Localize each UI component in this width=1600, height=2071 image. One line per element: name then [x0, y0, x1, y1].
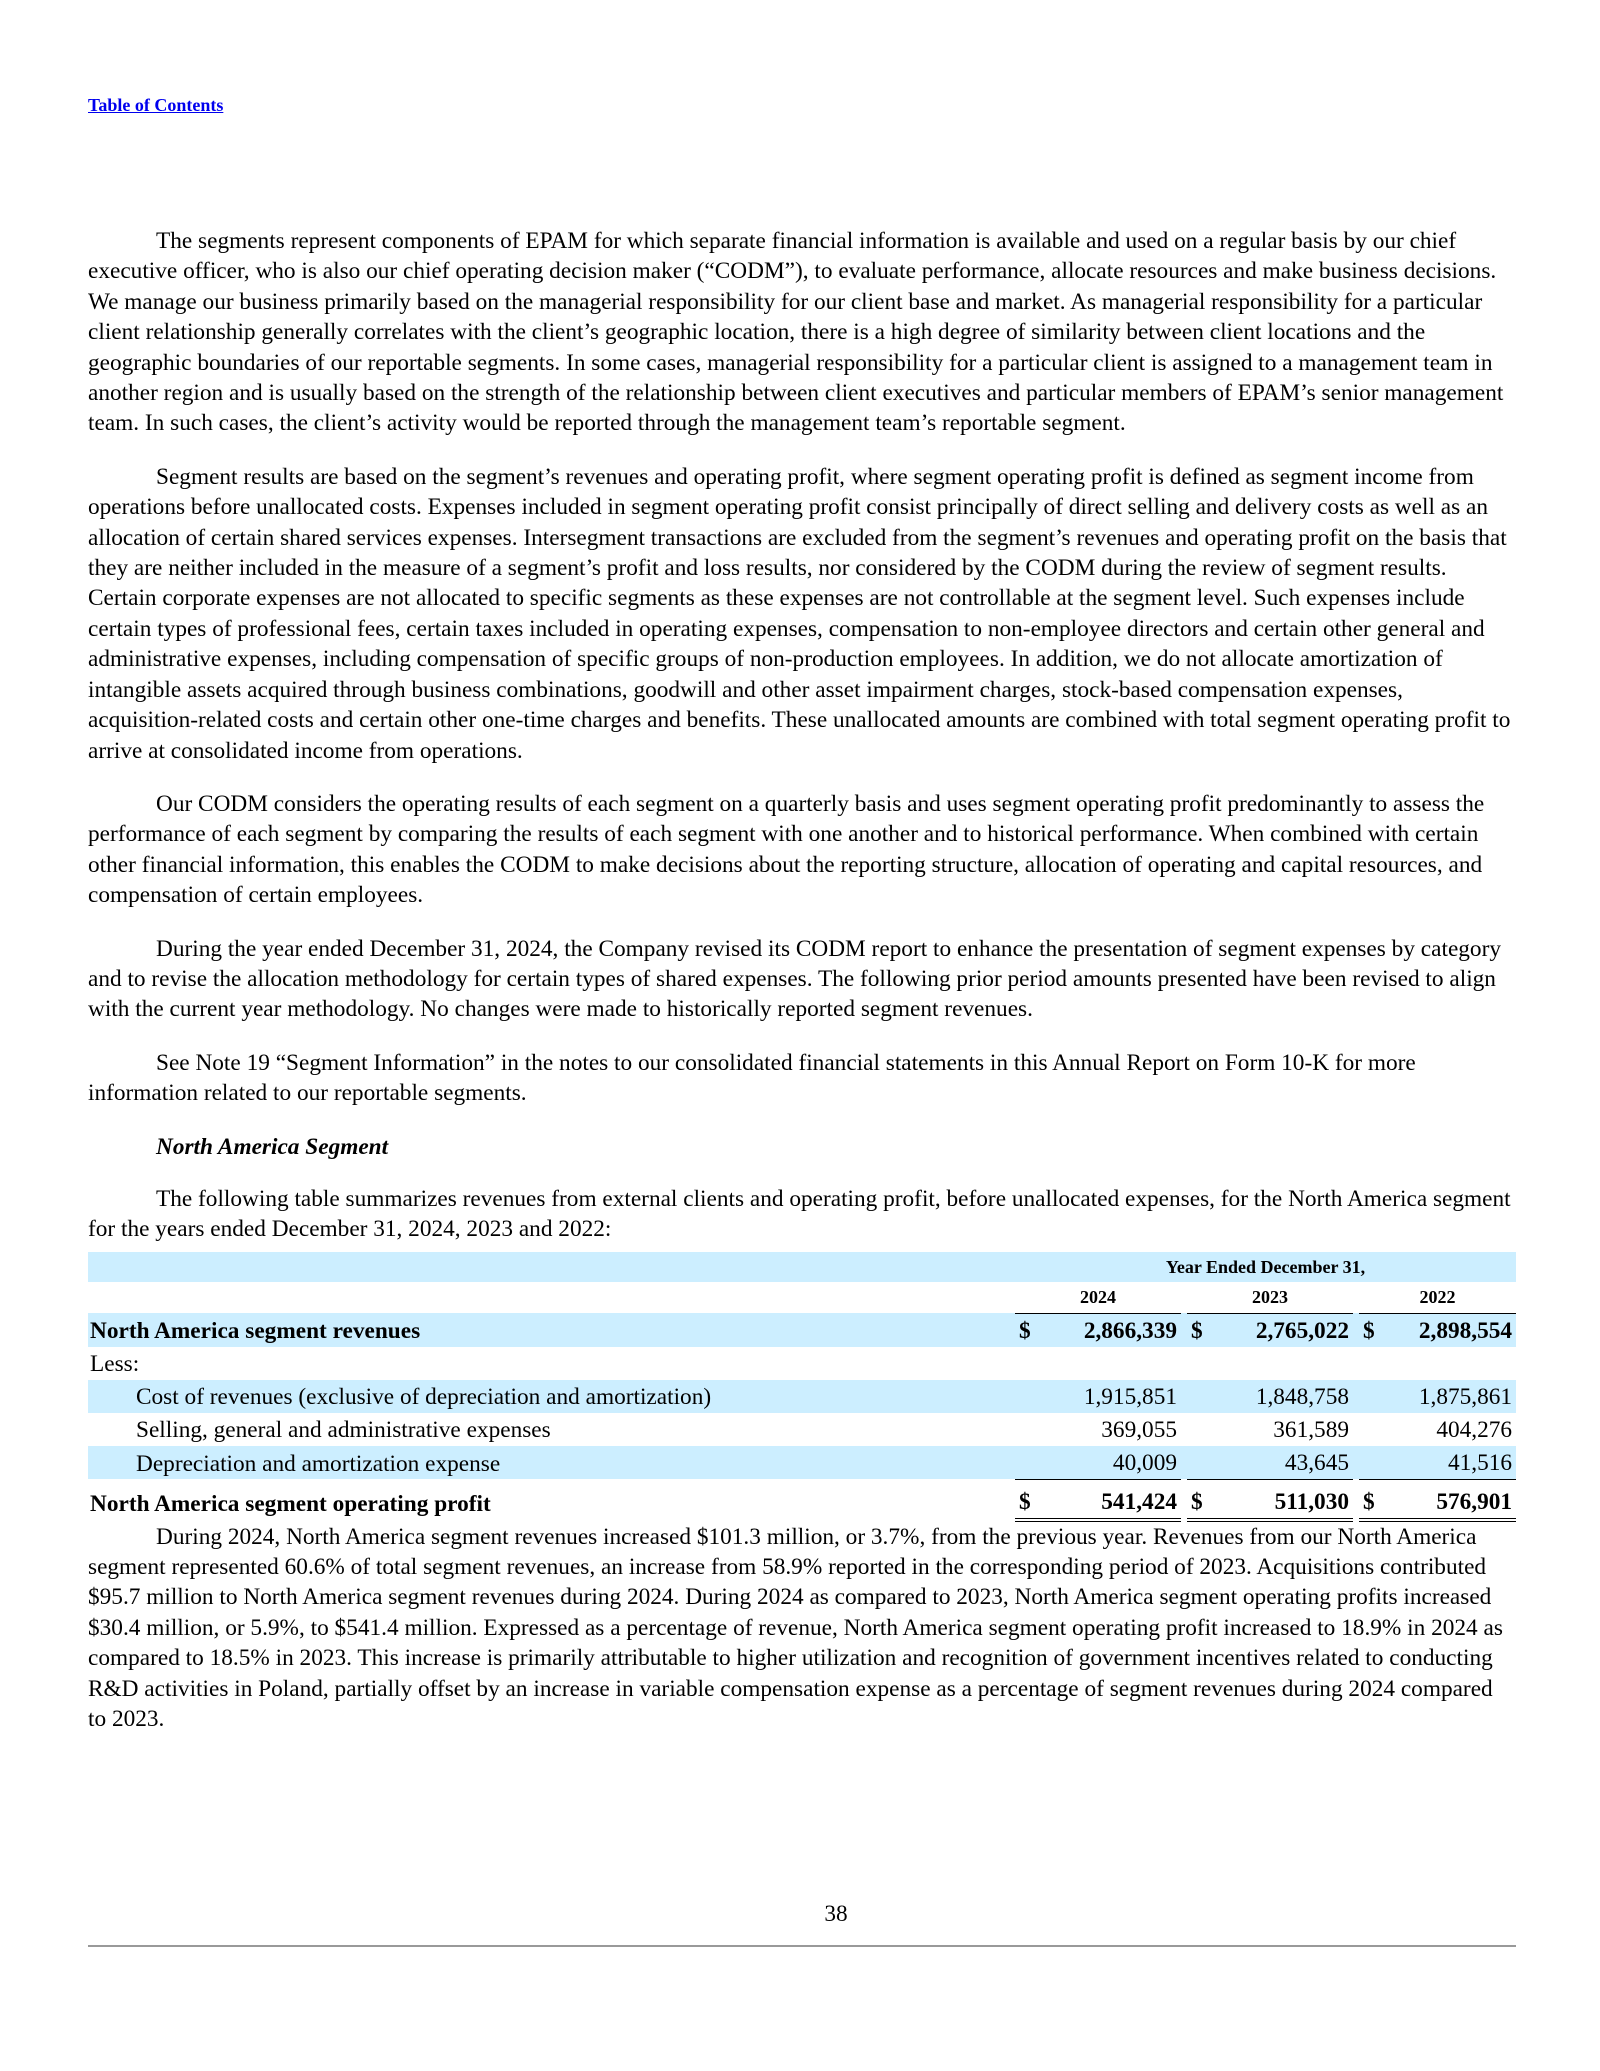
value-2023: 2,765,022 [1255, 1318, 1349, 1345]
table-row-sga [88, 1413, 1516, 1446]
paragraph-note-reference: See Note 19 “Segment Information” in the notes to our consolidated financial statements in this Annual Report on Form 10-K for more information related to our reportable segments. [88, 1049, 1416, 1107]
value-2024: 369,055 [1101, 1417, 1177, 1444]
period-header: Year Ended December 31, [1165, 1256, 1366, 1277]
value-2022: 2,898,554 [1418, 1318, 1513, 1345]
value-2024: 541,424 [1045, 1479, 1181, 1520]
table-of-contents-link[interactable]: Table of Contents [88, 95, 224, 115]
currency-symbol: $ [1015, 1479, 1045, 1520]
row-label: Selling, general and administrative expenses [136, 1417, 551, 1444]
value-2023: 361,589 [1273, 1417, 1349, 1444]
value-2022: 404,276 [1436, 1417, 1513, 1444]
year-2023-header: 2023 [1187, 1282, 1353, 1313]
footer-divider [88, 1945, 1516, 1947]
value-2024: 1,915,851 [1083, 1384, 1177, 1411]
currency-symbol: $ [1363, 1318, 1375, 1345]
segment-table [88, 1252, 1516, 1522]
table-row-depreciation [88, 1446, 1516, 1480]
page-number: 38 [824, 1901, 848, 1927]
row-label: Cost of revenues (exclusive of depreciation and amortization) [136, 1384, 712, 1411]
table-row-operating-profit [88, 1479, 1516, 1520]
paragraph-segments-definition: The segments represent components of EPAM for which separate financial information is available and used on a regular basis by our chief executive officer, who is also our chief operating decision maker (“CODM”), to evaluate performance, allocate resources and make business decisions. We manage our business primarily based on the managerial responsibility for our client base and market. As managerial responsibility for a particular client relationship generally correlates with the client’s geographic location, there is a high degree of similarity between client locations and the geographic boundaries of our reportable segments. In some cases, managerial responsibility for a particular client is assigned to a management team in another region and is usually based on the strength of the relationship between client executives and particular members of EPAM’s senior management team. In such cases, the client’s activity would be reported through the management team’s reportable segment. [88, 228, 1504, 437]
paragraph-table-intro: The following table summarizes revenues from external clients and operating profit, before unallocated expenses, for the North America segment for the years ended December 31, 2024, 2023 and 2022: [88, 1185, 1511, 1243]
table-row-cost-of-revenues [88, 1380, 1516, 1413]
year-2024-header: 2024 [1015, 1282, 1181, 1313]
row-label: Depreciation and amortization expense [136, 1450, 501, 1477]
currency-symbol: $ [1191, 1318, 1203, 1345]
year-2022-header: 2022 [1359, 1282, 1516, 1313]
value-2023: 511,030 [1217, 1479, 1353, 1520]
table-header-years-row [88, 1282, 1516, 1313]
currency-symbol: $ [1359, 1479, 1389, 1520]
paragraph-codm-review: Our CODM considers the operating results of each segment on a quarterly basis and uses segment operating profit predominantly to assess the performance of each segment by comparing the results of each segment with one another and to historical performance. When combined with certain other financial information, this enables the CODM to make decisions about the reporting structure, allocation of operating and capital resources, and compensation of certain employees. [88, 790, 1485, 909]
value-2023: 1,848,758 [1255, 1384, 1349, 1411]
table-row-less [88, 1347, 1516, 1380]
value-2022: 576,901 [1389, 1479, 1516, 1520]
paragraph-codm-revision: During the year ended December 31, 2024, the Company revised its CODM report to enhance the presentation of segment expenses by category and to revise the allocation methodology for certain types of shared expenses. The following prior period amounts presented have been revised to align with the current year methodology. No changes were made to historically reported segment revenues. [88, 935, 1501, 1023]
currency-symbol: $ [1019, 1318, 1031, 1345]
section-heading: North America Segment [156, 1133, 389, 1160]
row-label: North America segment operating profit [90, 1491, 491, 1518]
value-2022: 1,875,861 [1418, 1384, 1513, 1411]
row-label: Less: [90, 1351, 140, 1378]
table-row-revenues [88, 1313, 1516, 1347]
page-content [88, 226, 1516, 1757]
value-2023: 43,645 [1284, 1450, 1349, 1477]
row-label: North America segment revenues [90, 1318, 421, 1345]
currency-symbol: $ [1187, 1479, 1217, 1520]
value-2024: 2,866,339 [1083, 1318, 1177, 1345]
paragraph-north-america-results: During 2024, North America segment revenues increased $101.3 million, or 3.7%, from the previous year. Revenues from our North America segment represented 60.6% of total segment revenues, an increase from 58.9% reported in the corresponding period of 2023. Acquisitions contributed $95.7 million to North America segment revenues during 2024. During 2024 as compared to 2023, North America segment operating profits increased $30.4 million, or 5.9%, to $541.4 million. Expressed as a percentage of revenue, North America segment operating profit increased to 18.9% in 2024 as compared to 18.5% in 2023. This increase is primarily attributable to higher utilization and recognition of government incentives related to conducting R&D activities in Poland, partially offset by an increase in variable compensation expense as a percentage of segment revenues during 2024 compared to 2023. [88, 1523, 1503, 1733]
value-2024: 40,009 [1112, 1450, 1177, 1477]
table-header-period-row [88, 1252, 1516, 1282]
value-2022: 41,516 [1447, 1450, 1513, 1477]
paragraph-segment-results: Segment results are based on the segment’s revenues and operating profit, where segment operating profit is defined as segment income from operations before unallocated costs. Expenses included in segment operating profit consist principally of direct selling and delivery costs as well as an allocation of certain shared services expenses. Intersegment transactions are excluded from the segment’s revenues and operating profit on the basis that they are neither included in the measure of a segment’s profit and loss results, nor considered by the CODM during the review of segment results. Certain corporate expenses are not allocated to specific segments as these expenses are not controllable at the segment level. Such expenses include certain types of professional fees, certain taxes included in operating expenses, compensation to non-employee directors and certain other general and administrative expenses, including compensation of specific groups of non-production employees. In addition, we do not allocate amortization of intangible assets acquired through business combinations, goodwill and other asset impairment charges, stock-based compensation expenses, acquisition-related costs and certain other one-time charges and benefits. These unallocated amounts are combined with total segment operating profit to arrive at consolidated income from operations. [88, 463, 1511, 764]
